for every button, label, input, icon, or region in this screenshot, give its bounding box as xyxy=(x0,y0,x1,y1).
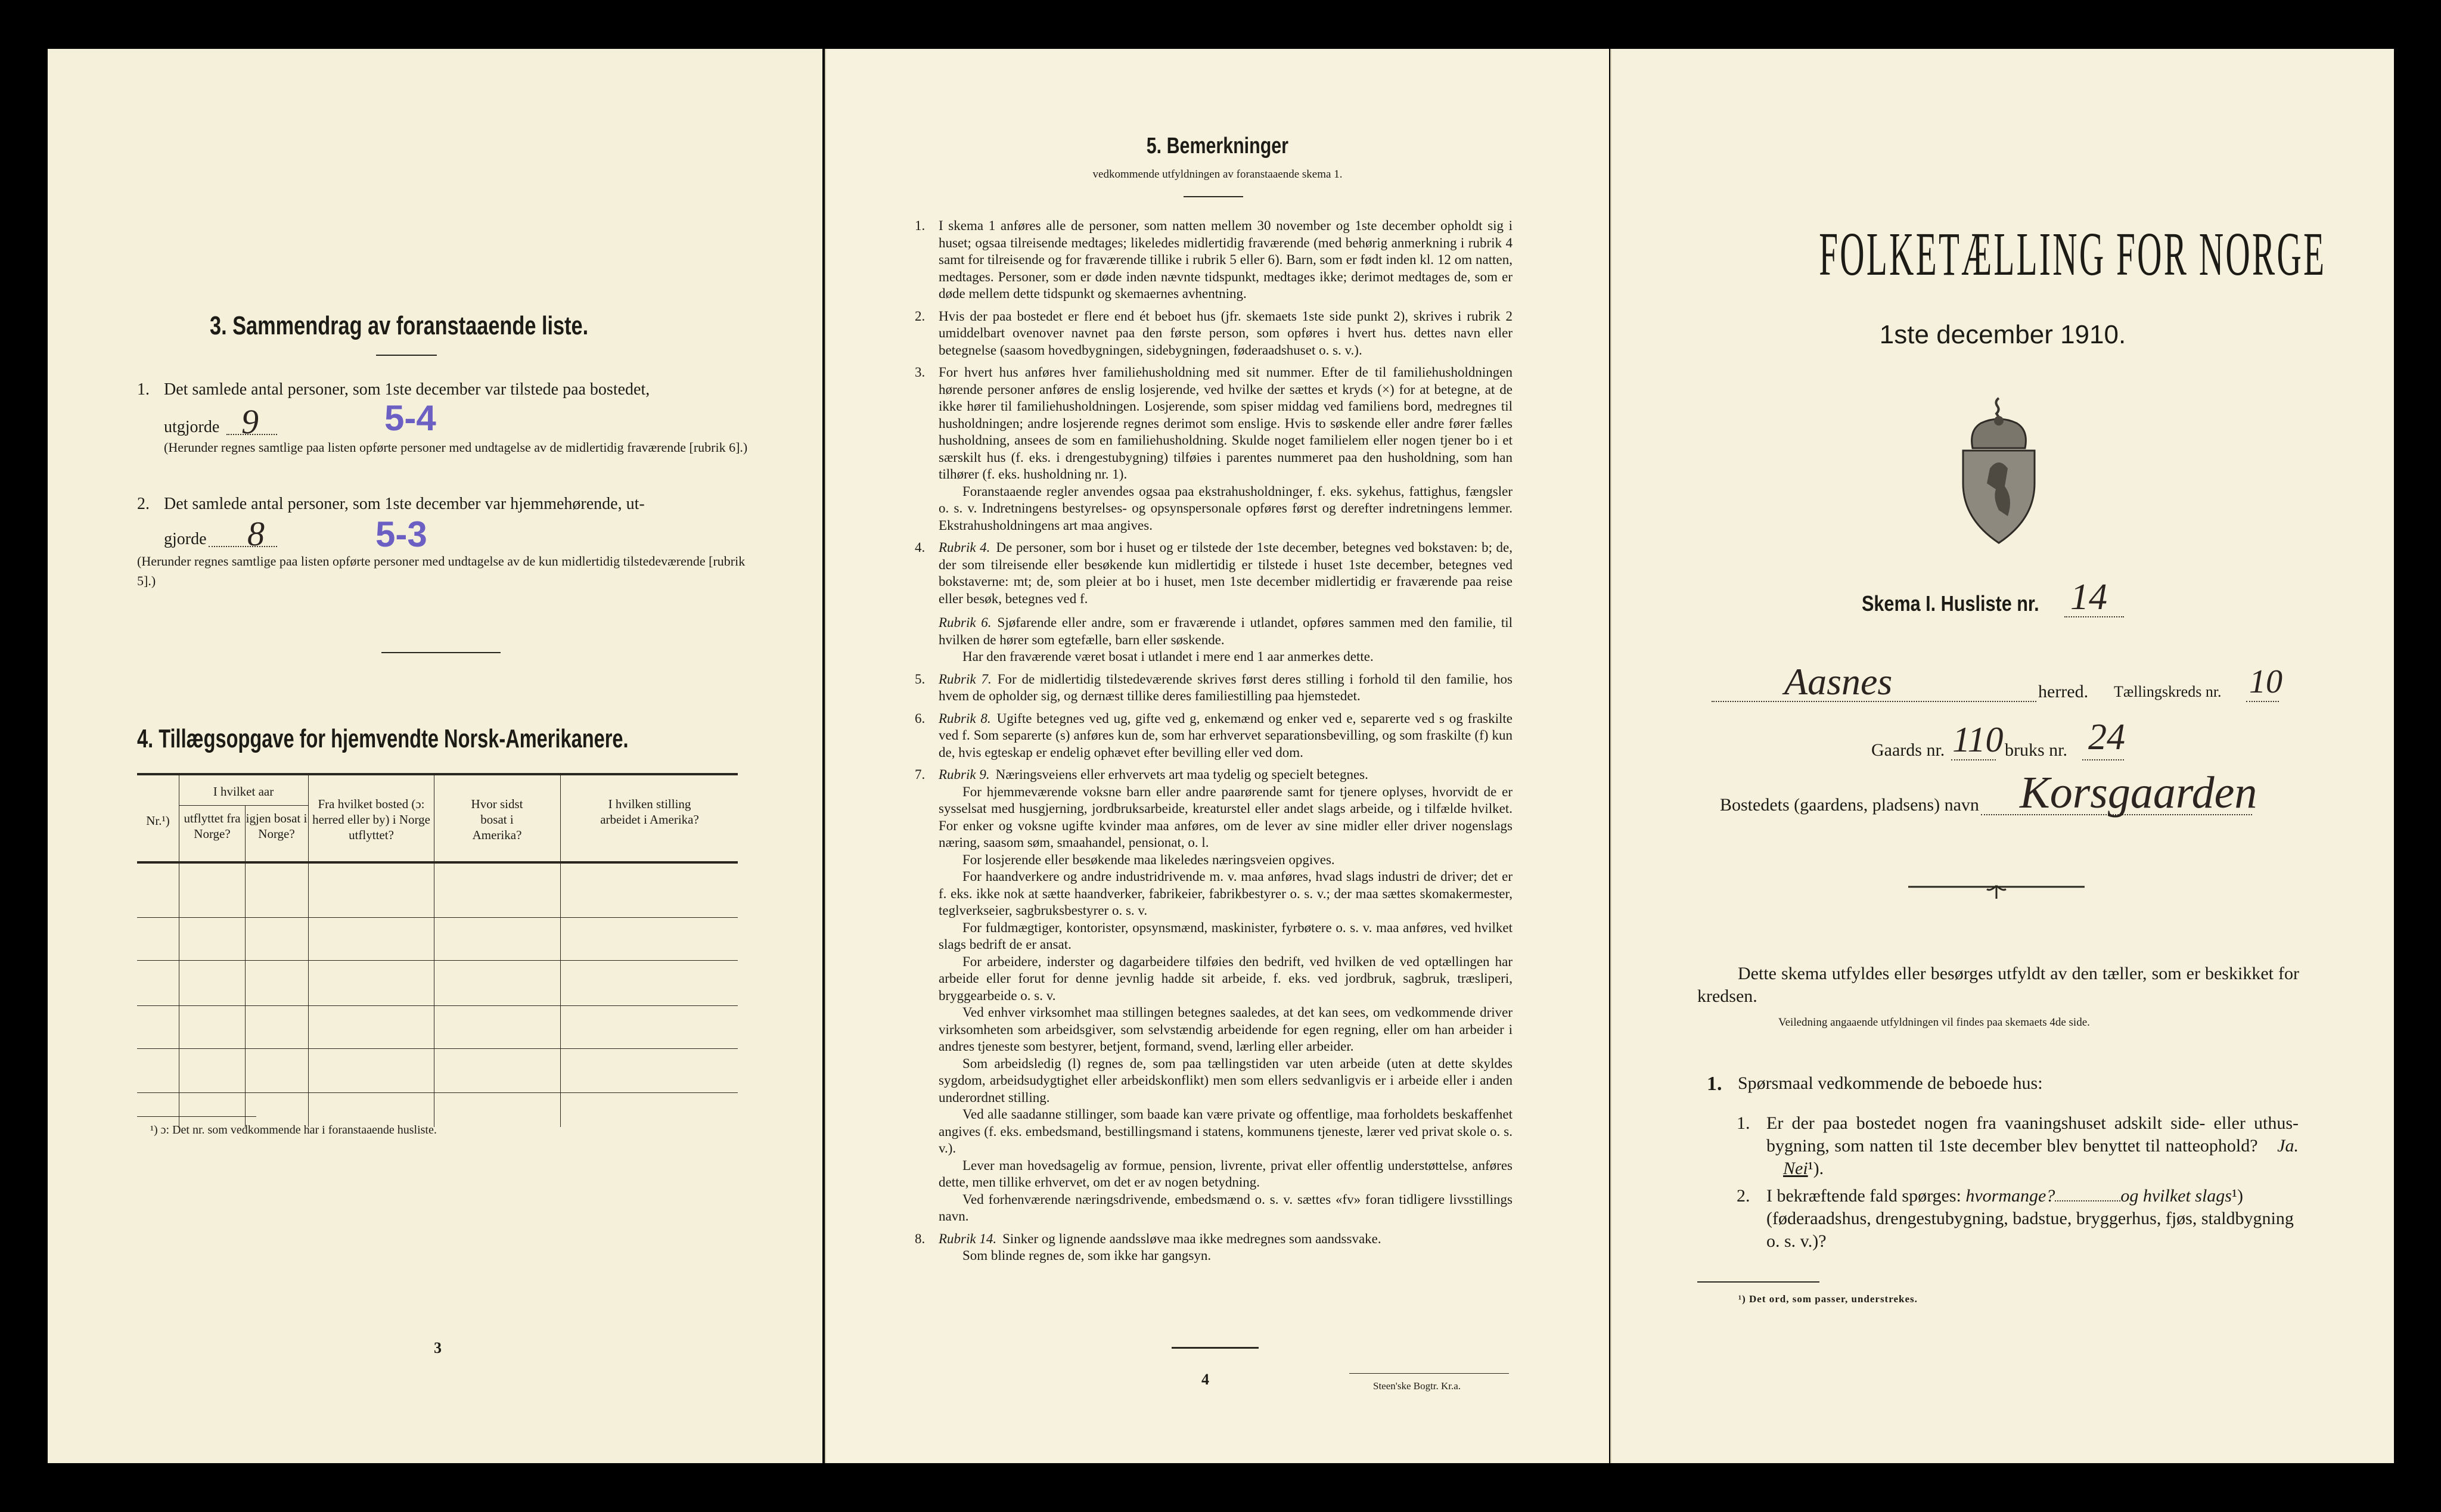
remark-text: De personer, som bor i huset og er tilstede der 1ste december, betegnes ved bokstaven: b; de, der som tilreisende eller besøkende kun midlertidig er tilstede i huset 1ste december, betegnes ved bokstaverne: mt; de, som pleier at bo i huset, men 1ste december midlertidig er fraværende paa reise eller besøk, betegnes ved f. xyxy=(939,540,1513,606)
remark-text: Som arbeidsledig (l) regnes de, som paa tællingstiden var uten arbeide (uten at dette skyldes sygdom, arbeidsudygtighet eller arbeidskonflikt) men som ellers sedvanligvis er i arbeide eller i anden underordnet stilling. xyxy=(939,1055,1513,1105)
remark-paragraph xyxy=(939,614,1513,648)
summary-item-2-text: Det samlede antal personer, som 1ste december var hjemmehørende, ut- xyxy=(164,495,645,513)
middle-page xyxy=(825,49,1609,1463)
q1-number: 1. xyxy=(1737,1113,1750,1133)
remark-item xyxy=(915,539,1513,666)
summary-item-2-label: gjorde xyxy=(164,530,207,548)
page-number: 4 xyxy=(1201,1371,1209,1388)
remark-text: I skema 1 anføres alle de personer, som natten mellem 30 november og 1ste december opholdt sig i huset; ogsaa tilreisende medtages; likeledes midlertidig fraværende (med behørig anmerkning i rubrik 4 samt for tilreisende og for fraværende tillike i rubrik 5 eller 6). Barn, som er født inden kl. 12 om natten, medtages. Personer, som er døde inden nævnte tidspunkt, medtages ikke; derimot medtages de, som er døde mellem dette tidspunkt og skemaernes avhentning. xyxy=(939,218,1513,301)
census-date: 1ste december 1910. xyxy=(1879,320,2126,349)
remark-item xyxy=(915,710,1513,762)
remark-number: 7. xyxy=(915,767,926,782)
remarks-list xyxy=(915,212,1513,1265)
remark-text: Hvis der paa bostedet er flere end ét beboet hus (jfr. skemaets 1ste side punkt 2), skrives i rubrik 2 umiddelbart ovenover navnet paa den første person, som opføres i hvert hus. dettes navn eller betegnelse (saasom hovedbygningen, sidebygningen, føderaadshuset o. s. v.). xyxy=(939,308,1513,358)
table-row-rule xyxy=(137,1005,738,1006)
remark-paragraph xyxy=(939,784,1513,852)
remark-text: Ved enhver virksomhet maa stillingen betegnes saaledes, at det kan sees, om vedkommende driver virksomheten som arbeidsgiver, som selvstændig arbeidende for egen regning, eller om han arbeider i andres tjeneste som bestyrer, betjent, formand, svend, lærling eller arbeider. xyxy=(939,1005,1513,1054)
column-rule xyxy=(245,805,246,1127)
remark-text: Ved alle saadanne stillinger, som baade kan være private og offentlige, maa forholdets beskaffenhet angives (f. eks. embedsmand, bestillingsmand i statens, kommunens tjeneste, lærer ved privat skole o. s. v.). xyxy=(939,1107,1513,1156)
summary-item-1-note: (Herunder regnes samtlige paa listen opførte personer med undtagelse av de midlertidig fraværende [rubrik 6].) xyxy=(164,440,748,455)
remark-paragraph xyxy=(939,1055,1513,1107)
q2-which: og hvilket slags xyxy=(2120,1186,2232,1206)
q2-how-many-field[interactable] xyxy=(2055,1200,2120,1201)
remarks-title: 5. Bemerkninger xyxy=(1146,133,1289,159)
intro-text: Dette skema utfyldes eller besørges utfyldt av den tæller, som er beskikket for kredsen. xyxy=(1697,964,2299,1006)
divider xyxy=(1172,1347,1259,1349)
table-row-rule xyxy=(137,917,738,918)
footnote-rule xyxy=(137,1116,256,1117)
q1-option-no[interactable]: Nei xyxy=(1783,1159,1808,1178)
col-header-nr: Nr.¹) xyxy=(146,814,170,828)
col-header-emigrated: utflyttet fra Norge? xyxy=(184,811,241,841)
remark-paragraph xyxy=(939,218,1513,303)
remark-number: 5. xyxy=(915,671,926,687)
right-page xyxy=(1610,49,2394,1463)
col-group-year: I hvilket aar xyxy=(213,784,274,799)
q1-suffix: ¹). xyxy=(1808,1159,1824,1178)
census-title: FOLKETÆLLING FOR NORGE xyxy=(1819,220,2327,288)
bosted-value: Korsgaarden xyxy=(2020,768,2257,818)
page-number: 3 xyxy=(434,1339,442,1356)
census-title-wrap xyxy=(1611,219,2394,290)
remark-text: Næringsveiens eller erhvervets art maa tydelig og specielt betegnes. xyxy=(995,767,1368,782)
printer-imprint: Steen'ske Bogtr. Kr.a. xyxy=(1373,1380,1461,1392)
printer-rule xyxy=(1349,1373,1509,1374)
q2-number: 2. xyxy=(1737,1186,1750,1206)
remark-paragraph xyxy=(939,539,1513,607)
summary-item-2-value: 8 xyxy=(247,514,265,553)
remark-text: Lever man hovedsagelig av formue, pension, livrente, privat eller offentlig understøttelse, anføres dette, men tillike erhvervet, om det er av nogen betydning. xyxy=(939,1157,1513,1190)
bosted-label: Bostedets (gaardens, pladsens) navn xyxy=(1720,795,1979,815)
section-3-title: 3. Sammendrag av foranstaaende liste. xyxy=(210,311,589,340)
remark-item xyxy=(915,218,1513,303)
remark-number: 3. xyxy=(915,365,926,380)
remark-number: 4. xyxy=(915,540,926,555)
q2-text-block xyxy=(1766,1185,2299,1253)
summary-item-1-value: 9 xyxy=(241,402,259,441)
kreds-label: Tællingskreds nr. xyxy=(2114,683,2222,700)
remark-paragraph xyxy=(939,868,1513,920)
remark-paragraph xyxy=(939,483,1513,535)
table-row-rule xyxy=(137,1048,738,1049)
remark-paragraph xyxy=(939,920,1513,954)
remark-paragraph xyxy=(939,1004,1513,1055)
remark-text: Ved forhenværende næringsdrivende, embedsmænd o. s. v. sættes «fv» foran tidligere livsstillings navn. xyxy=(939,1191,1513,1224)
coat-of-arms-icon xyxy=(1957,397,2041,546)
question-number: 1. xyxy=(1707,1073,1722,1095)
remark-item xyxy=(915,766,1513,1225)
remark-paragraph xyxy=(939,954,1513,1005)
q2-text: I bekræftende fald spørges: xyxy=(1766,1186,1961,1206)
remark-paragraph xyxy=(939,1191,1513,1225)
remark-item xyxy=(915,1231,1513,1265)
remark-text: Som blinde regnes de, som ikke har gangsyn. xyxy=(962,1248,1212,1263)
remark-text: Sjøfarende eller andre, som er fraværende i utlandet, opføres sammen med den familie, til hvilken de hører som egtefælle, barn eller søskende. xyxy=(939,615,1513,647)
remark-text: For fuldmægtiger, kontorister, opsynsmænd, maskinister, fyrbøtere o. s. v. maa anføres, ved hvilket slags bedrift de er ansat. xyxy=(939,920,1513,952)
rubrik-label: Rubrik 9. xyxy=(939,767,990,782)
col-header-where: Hvor sidst bosat i Amerika? xyxy=(471,797,523,842)
remark-item xyxy=(915,308,1513,359)
remark-text: Har den fraværende været bosat i utlandet i mere end 1 aar anmerkes dette. xyxy=(962,649,1374,664)
remark-text: For de midlertidig tilstedeværende skrives først deres stilling i forhold til den familie, hos hvem de opholder sig, og dernæst tillike deres familiestilling paa hjemstedet. xyxy=(939,671,1513,703)
remark-text: For haandverkere og andre industridrivende m. v. maa anføres, hvad slags industri de driver; det er f. eks. ikke nok at sætte haandverker, fabrikeier, fabrikbestyrer o. s. v.; der maa sættes skomakermester, teglverkseier, sagbruksbestyrer o. s. v. xyxy=(939,869,1513,918)
rubrik-label: Rubrik 8. xyxy=(939,710,991,726)
summary-item-1-label: utgjorde xyxy=(164,418,220,436)
q1-text: Er der paa bostedet nogen fra vaaningshuset adskilt side- eller uthus-bygning, som natten til 1ste december blev benyttet til natteophold? xyxy=(1766,1113,2299,1156)
remark-paragraph xyxy=(939,1247,1513,1265)
section-4-title: 4. Tillægsopgave for hjemvendte Norsk-Amerikanere. xyxy=(137,724,629,753)
remarks-subtitle: vedkommende utfyldningen av foranstaaende skema 1. xyxy=(1092,168,1343,181)
summary-item-2-number: 2. xyxy=(137,495,150,513)
table-footnote: ¹) ɔ: Det nr. som vedkommende har i foranstaaende husliste. xyxy=(150,1123,437,1137)
remark-item xyxy=(915,364,1513,534)
remark-number: 6. xyxy=(915,710,926,726)
ornament-divider-icon xyxy=(1908,883,2085,901)
gaards-label: Gaards nr. xyxy=(1871,740,1945,760)
table-row-rule xyxy=(137,1092,738,1093)
summary-item-2-pencil-note: 5-3 xyxy=(375,514,427,554)
summary-item-1-number: 1. xyxy=(137,380,150,399)
q1-option-yes[interactable]: Ja. xyxy=(2277,1136,2299,1156)
bruks-value: 24 xyxy=(2088,717,2125,757)
divider xyxy=(381,652,501,653)
q2-how-many: hvormange? xyxy=(1965,1186,2055,1206)
remark-text: For hjemmeværende voksne barn eller andre paarørende samt for tjenere oplyses, hvorvidt de er sysselsat med husgjerning, jordbruksarbeide, kreaturstel eller andet slags arbeide, og i tilfælde hvilket. For enker og voksne ugifte kvinder maa anføres, om de lever av sine midler eller driver nogenslags næring, saasom søm, smaahandel, pensionat, o. l. xyxy=(939,784,1513,850)
herred-value: Aasnes xyxy=(1784,660,1893,703)
divider xyxy=(376,355,437,356)
kreds-value: 10 xyxy=(2249,663,2282,700)
col-header-returned: igjen bosat i Norge? xyxy=(246,811,308,841)
kreds-field[interactable] xyxy=(2246,701,2279,702)
remarks-title-wrap xyxy=(826,133,1609,159)
remark-text: For hvert hus anføres hver familiehusholdning med sit nummer. Efter de til familiehusholdningen hørende personer anføres de enslig losjerende, ved hvilke der sættes et kryds (×) for at betegne, at de ikke hører til familiehusholdningen. Losjerende, som spiser middag ved familiens bord, medregnes til husholdningen; andre losjerende regnes derimot som enslige. Hvis to søskende eller andre fører fælles husholdning, ansees de som en familiehusholdning. Skulde noget familielem eller nogen tjener bo i et særskilt hus (f. eks. i drengestubygning) tilføies i parentes nummeret paa den husholdning, som han tilhører (f. eks. husholdning nr. 1). xyxy=(939,365,1513,482)
summary-item-2-field[interactable] xyxy=(209,546,277,547)
remark-text: For arbeidere, inderster og dagarbeidere tilføies den bedrift, ved hvilken de ved optællingen har arbeide eller forut for denne jevnlig hadde sit arbeide, f. eks. ved jordbruk, sagbruk, træsliperi, bryggearbeide o. s. v. xyxy=(939,954,1513,1003)
remark-paragraph xyxy=(939,1231,1513,1248)
schema-label: Skema I. Husliste nr. xyxy=(1862,591,2039,616)
remark-paragraph xyxy=(939,1106,1513,1157)
q2-suffix: ¹) (føderaadshus, drengestubygning, badstue, bryggerhus, fjøs, staldbygning o. s. v.)? xyxy=(1766,1186,2294,1251)
remark-number: 8. xyxy=(915,1231,926,1246)
rubrik-label: Rubrik 14. xyxy=(939,1231,997,1246)
left-page xyxy=(48,49,822,1463)
remark-item xyxy=(915,671,1513,705)
remark-paragraph xyxy=(939,766,1513,784)
remark-text: Ugifte betegnes ved ug, gifte ved g, enkemænd og enker ved e, separerte ved s og fraskilte ved f. Som separerte (s) anføres kun de, som har erhvervet separationsbevilling, og som fraskilte (f) kun de, hvis egteskap er endelig ophævet efter bevilling eller ved dom. xyxy=(939,710,1513,760)
remark-text: Foranstaaende regler anvendes ogsaa paa ekstrahusholdninger, f. eks. sykehus, fattighus, fængsler o. s. v. Indretningens bestyrelses- og opsynspersonale opføres først og derefter indretningens lemmer. Ekstrahusholdningens art maa angives. xyxy=(939,483,1513,533)
group-rule xyxy=(179,805,308,806)
remark-paragraph xyxy=(939,364,1513,483)
footnote-rule xyxy=(1697,1281,1819,1283)
bruks-label: bruks nr. xyxy=(2005,740,2067,760)
rubrik-label: Rubrik 6. xyxy=(939,615,992,630)
remark-number: 1. xyxy=(915,218,926,233)
summary-item-1-text: Det samlede antal personer, som 1ste december var tilstede paa bostedet, xyxy=(164,380,650,399)
summary-item-2-note: (Herunder regnes samtlige paa listen opførte personer med undtagelse av de kun midlertidig tilstedeværende [rubrik 5].) xyxy=(137,554,746,588)
remark-paragraph xyxy=(939,648,1513,666)
divider xyxy=(1184,196,1243,197)
remark-paragraph xyxy=(939,308,1513,359)
col-header-from: Fra hvilket bosted (ɔ: herred eller by) i Norge utflyttet? xyxy=(312,797,430,842)
table-row-rule xyxy=(137,960,738,961)
remark-paragraph xyxy=(939,710,1513,762)
herred-label: herred. xyxy=(2038,682,2089,701)
remark-paragraph xyxy=(939,852,1513,869)
remark-paragraph xyxy=(939,1157,1513,1191)
remark-text: Sinker og lignende aandssløve maa ikke medregnes som aandssvake. xyxy=(1002,1231,1381,1246)
bruks-field[interactable] xyxy=(2082,759,2124,760)
summary-item-1-pencil-note: 5-4 xyxy=(384,398,436,438)
column-rule xyxy=(308,775,309,1127)
rubrik-label: Rubrik 7. xyxy=(939,671,992,687)
gaards-value: 110 xyxy=(1952,720,2004,759)
table-top-rule xyxy=(137,773,738,775)
remark-paragraph xyxy=(939,671,1513,705)
remark-number: 2. xyxy=(915,308,926,324)
remark-text: For losjerende eller besøkende maa likeledes næringsveien opgives. xyxy=(962,852,1335,867)
question-title: Spørsmaal vedkommende de beboede hus: xyxy=(1738,1073,2043,1093)
husliste-number: 14 xyxy=(2070,577,2107,617)
col-header-job: I hvilken stilling arbeidet i Amerika? xyxy=(600,797,699,827)
rubrik-label: Rubrik 4. xyxy=(939,540,990,555)
table-header-rule xyxy=(137,861,738,864)
footnote: ¹) Det ord, som passer, understrekes. xyxy=(1738,1293,1918,1305)
guide-text: Veiledning angaaende utfyldningen vil findes paa skemaets 4de side. xyxy=(1778,1016,2090,1029)
column-rule xyxy=(560,775,561,1127)
q1-text-block xyxy=(1766,1112,2299,1180)
